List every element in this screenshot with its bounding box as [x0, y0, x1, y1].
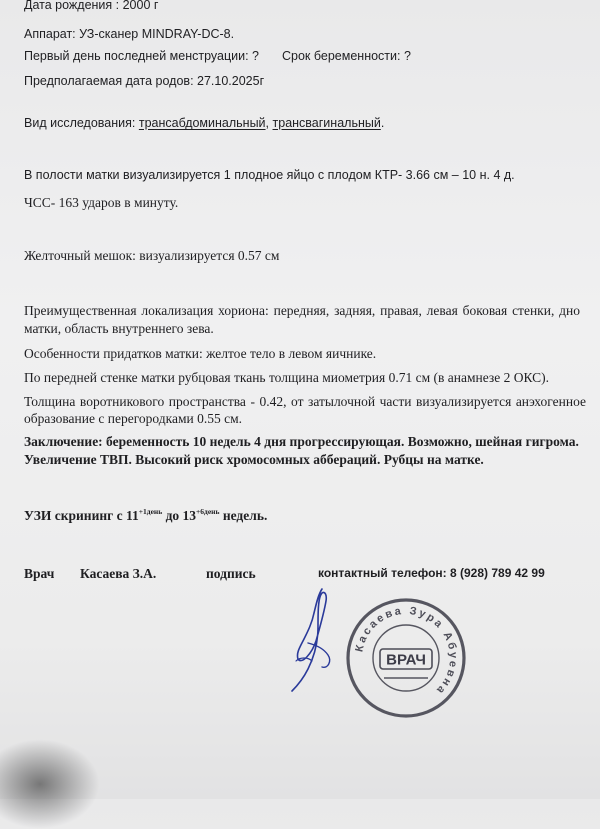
stamp-ring-text: Касаева Зура Абуевна [353, 604, 460, 698]
exam-separator: , [265, 116, 270, 130]
page-shadow [0, 739, 100, 829]
screening-middle: до 13 [165, 508, 197, 523]
term-line: Срок беременности: ? [282, 49, 411, 63]
lmp-line: Первый день последней менструации: ? [24, 49, 259, 63]
conclusion-line-1: Заключение: беременность 10 недель 4 дня прогрессирующая. Возможно, шейная гигрома. [24, 434, 579, 449]
uterus-finding: В полости матки визуализируется 1 плодное яйцо с плодом КТР- 3.66 см – 10 н. 4 д. [24, 168, 515, 182]
due-date-line: Предполагаемая дата родов: 27.10.2025г [24, 74, 265, 88]
doctor-label: Врач [24, 566, 55, 581]
doctor-stamp [344, 596, 468, 720]
stamp-center-text: ВРАЧ [386, 651, 426, 669]
birth-date: Дата рождения : 2000 г [24, 0, 159, 12]
screening-prefix: УЗИ скрининг с 11 [24, 508, 139, 523]
nt-finding: Толщина воротникового пространства - 0.42, от затылочной части визуализируется анэхогенное образование с перегородками 0.55 см. [24, 394, 586, 426]
heart-rate: ЧСС- 163 ударов в минуту. [24, 195, 179, 210]
exam-type-line [24, 116, 384, 130]
adnexa-finding: Особенности придатков матки: желтое тело в левом яичнике. [24, 346, 377, 361]
signature-scribble [278, 583, 350, 698]
doctor-name: Касаева З.А. [80, 566, 157, 581]
screening-sup-2: +6день [196, 507, 220, 516]
yolk-sac: Желточный мешок: визуализируется 0.57 см [24, 248, 280, 263]
exam-type-abdominal: трансабдоминальный [138, 116, 266, 130]
exam-type-vaginal: трансвагинальный [272, 116, 381, 130]
screening-line [24, 507, 267, 524]
scar-finding: По передней стенке матки рубцовая ткань толщина миометрия 0.71 см (в анамнезе 2 ОКС). [24, 370, 550, 385]
chorion-finding: Преимущественная локализация хориона: передняя, задняя, правая, левая боковая стенки, дно матки, область внутреннего зева. [24, 303, 580, 336]
device-line: Аппарат: УЗ-сканер MINDRAY-DC-8. [24, 27, 235, 41]
screening-sup-1: +1день [138, 507, 163, 516]
contact-phone: контактный телефон: 8 (928) 789 42 99 [318, 566, 545, 580]
signature-label: подпись [206, 566, 256, 581]
exam-label: Вид исследования: [24, 116, 136, 130]
conclusion-line-2: Увеличение ТВП. Высокий риск хромосомных аббераций. Рубцы на матке. [24, 452, 484, 467]
exam-end: . [380, 116, 385, 130]
screening-suffix: недель. [222, 508, 268, 523]
